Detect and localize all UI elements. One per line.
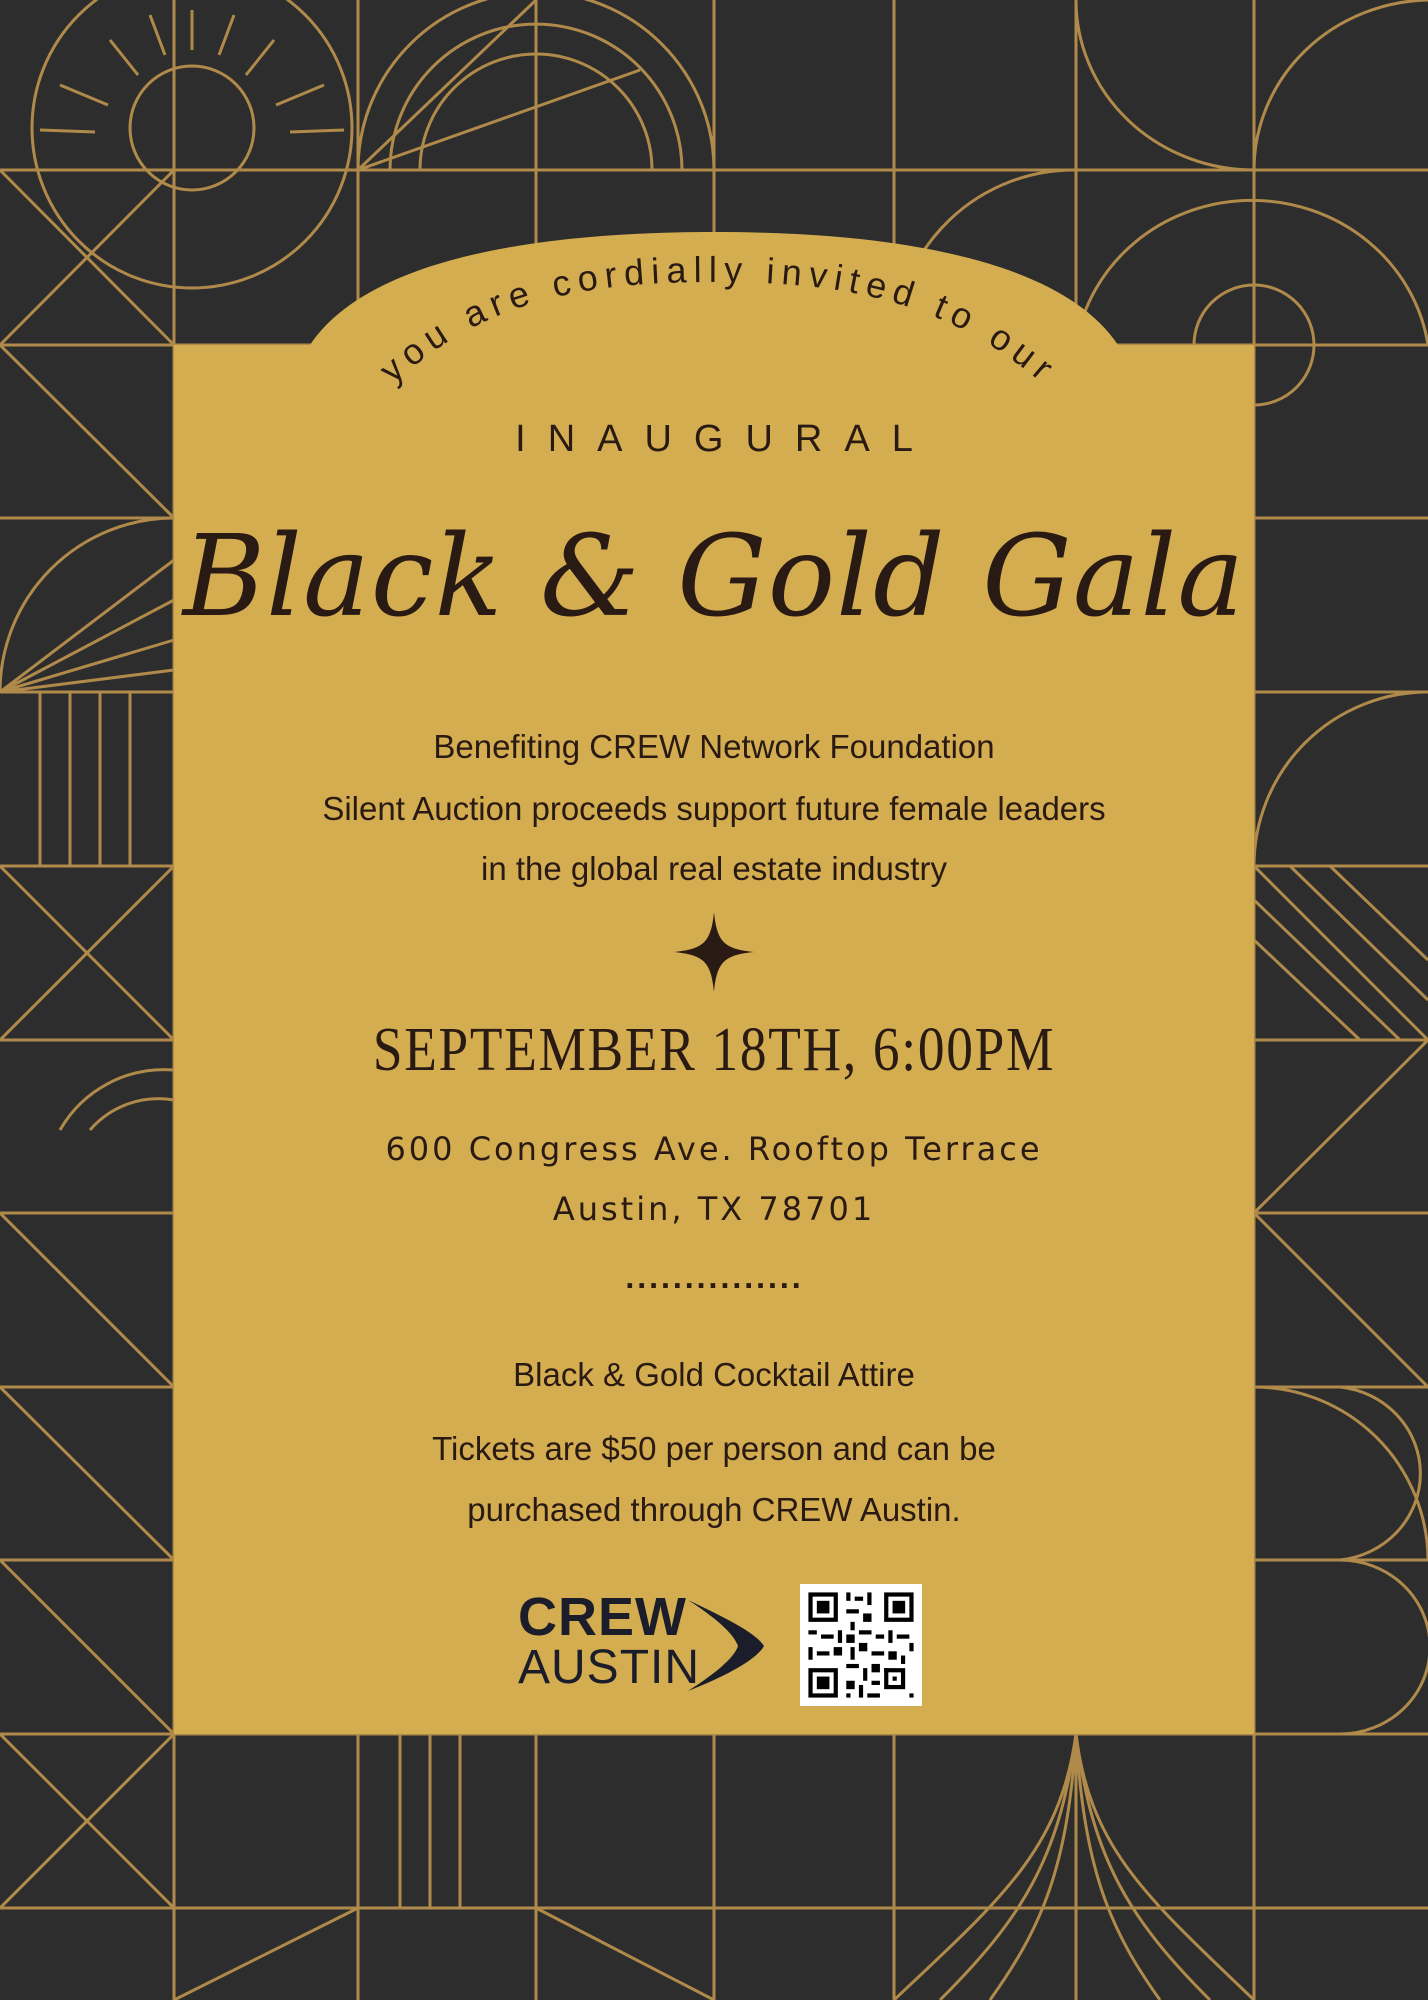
dotted-divider: ...............: [624, 1265, 804, 1295]
benefit-line-3: in the global real estate industry: [481, 850, 947, 887]
qr-code[interactable]: [800, 1584, 922, 1706]
address-line-2: Austin, TX 78701: [552, 1190, 876, 1228]
invite-intro-text: you are cordially invited to our: [371, 248, 1067, 393]
benefit-line-2: Silent Auction proceeds support future female leaders: [322, 790, 1106, 827]
attire-text: Black & Gold Cocktail Attire: [513, 1356, 915, 1393]
event-title: Black & Gold Gala: [182, 512, 1246, 642]
address-line-1: 600 Congress Ave. Rooftop Terrace: [385, 1130, 1043, 1168]
ticket-line-2: purchased through CREW Austin.: [467, 1491, 961, 1528]
crew-austin-logo: [518, 1587, 768, 1700]
benefit-line-1: Benefiting CREW Network Foundation: [433, 728, 995, 765]
logo-austin-text: AUSTIN: [518, 1641, 701, 1694]
event-date-time: SEPTEMBER 18TH, 6:00PM: [372, 1016, 1056, 1084]
inaugural-label: INAUGURAL: [515, 418, 935, 460]
crew-chevron-icon: [686, 1598, 766, 1693]
ticket-line-1: Tickets are $50 per person and can be: [432, 1430, 996, 1467]
four-point-star-icon: [674, 912, 754, 992]
svg-text:you are cordially invited to o: [371, 249, 1067, 392]
logo-crew-text: CREW: [518, 1587, 687, 1647]
